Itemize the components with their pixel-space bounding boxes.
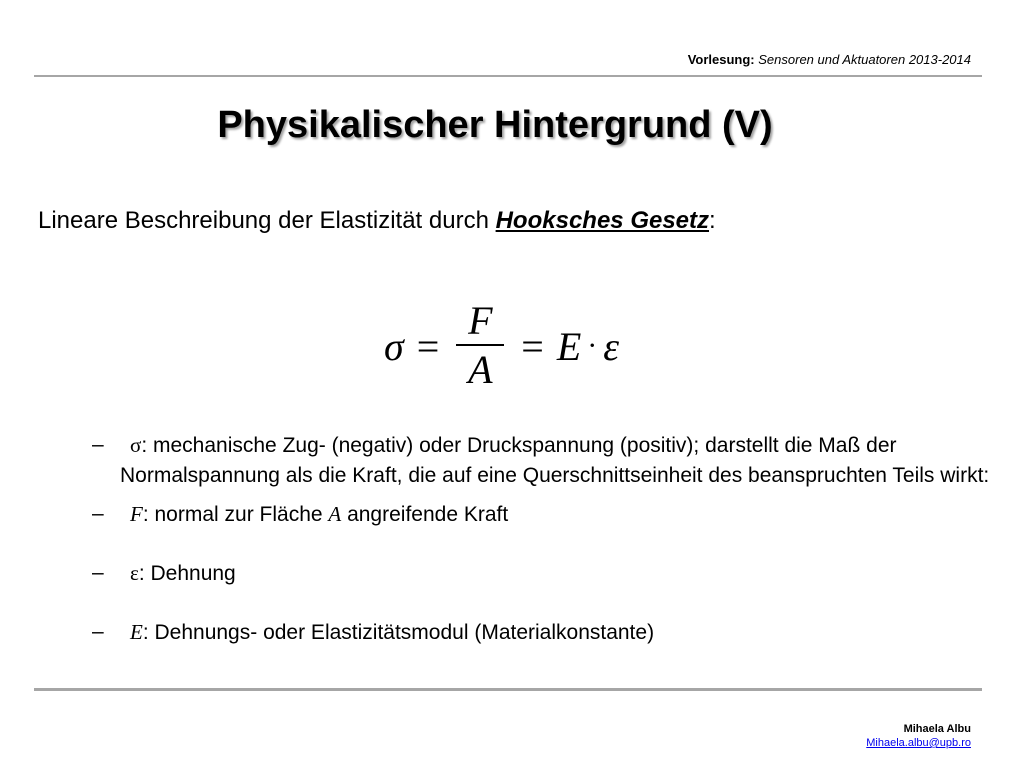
intro-suffix: : bbox=[709, 207, 716, 234]
bullet-symbol: ε bbox=[130, 561, 139, 585]
formula-fraction bbox=[456, 298, 504, 394]
list-item bbox=[92, 617, 992, 648]
formula-dot: · bbox=[587, 329, 598, 362]
bullet-dash: – bbox=[92, 620, 104, 643]
lecture-header bbox=[688, 52, 971, 67]
bullet-text: : Dehnungs- oder Elastizitätsmodul (Materialkonstante) bbox=[142, 621, 655, 644]
list-item bbox=[92, 430, 992, 491]
bullet-dash: – bbox=[92, 561, 104, 584]
formula-strain-symbol: ε bbox=[603, 323, 620, 369]
formula-equals-2: = bbox=[521, 323, 544, 369]
author-name: Mihaela Albu bbox=[903, 723, 971, 735]
bullet-text: : Dehnung bbox=[138, 562, 236, 585]
bullet-text: : normal zur Fläche bbox=[142, 503, 329, 526]
formula-modulus-symbol: E bbox=[556, 323, 582, 369]
lecture-subject: Sensoren und Aktuatoren 2013-2014 bbox=[758, 52, 971, 67]
hooke-formula bbox=[384, 296, 619, 396]
intro-text: Lineare Beschreibung der Elastizität durch bbox=[38, 207, 496, 234]
bullet-text: : mechanische Zug- (negativ) oder Druckspannung (positiv); darstellt die Maß der Normalspannung als die Kraft, die auf eine Querschnittseinheit des beanspruchten Teils wirkt: bbox=[120, 434, 990, 487]
slide-title: Physikalischer Hintergrund (V) bbox=[217, 104, 773, 146]
bullet-variable: A bbox=[328, 502, 342, 526]
list-item bbox=[92, 558, 992, 589]
list-item bbox=[92, 499, 992, 530]
bullet-symbol: F bbox=[130, 502, 143, 526]
footer-divider bbox=[34, 688, 982, 691]
intro-line bbox=[38, 207, 716, 235]
author-email-link[interactable]: Mihaela.albu@upb.ro bbox=[866, 737, 971, 749]
bullet-text-2: angreifende Kraft bbox=[341, 503, 509, 526]
formula-denominator: A bbox=[468, 347, 493, 392]
formula-numerator: F bbox=[468, 298, 493, 343]
law-name: Hooksches Gesetz bbox=[495, 207, 710, 234]
header-divider bbox=[34, 75, 982, 77]
formula-equals-1: = bbox=[416, 323, 440, 369]
bullet-dash: – bbox=[92, 433, 104, 456]
footer bbox=[866, 722, 971, 750]
bullet-dash: – bbox=[92, 502, 104, 525]
definition-list bbox=[92, 430, 992, 648]
formula-stress-symbol: σ bbox=[384, 323, 404, 369]
bullet-symbol: E bbox=[130, 620, 143, 644]
lecture-label: Vorlesung: bbox=[687, 52, 755, 67]
bullet-symbol: σ bbox=[130, 433, 142, 457]
